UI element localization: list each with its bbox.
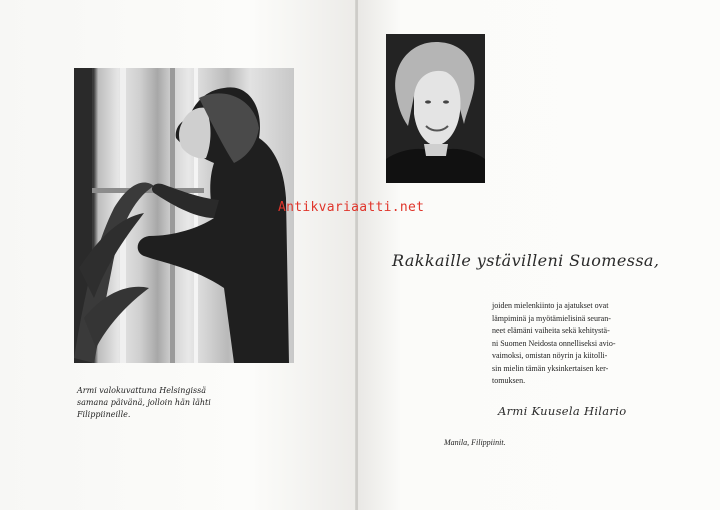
body-line: lämpiminä ja myötämielisinä seuran- xyxy=(492,313,611,323)
portrait-eye xyxy=(443,100,449,103)
caption-line: Filippiineille. xyxy=(77,410,131,419)
body-line: joiden mielenkiinto ja ajatukset ovat xyxy=(492,301,609,310)
dedication-body xyxy=(492,300,662,388)
portrait-neck xyxy=(424,144,448,156)
body-line: neet elämäni vaiheita sekä kehitystä- xyxy=(492,326,610,335)
left-page xyxy=(0,0,358,510)
body-line: ni Suomen Neidosta onnelliseksi avio- xyxy=(492,338,616,348)
watermark: Antikvariaatti.net xyxy=(278,200,425,215)
photo-window-scene xyxy=(74,68,294,363)
portrait-image xyxy=(386,34,485,183)
dedication-heading: Rakkaille ystävilleni Suomessa, xyxy=(392,251,660,270)
window-mullion xyxy=(170,68,175,363)
photo-woman-at-window xyxy=(74,68,294,363)
body-line: vaimoksi, omistan nöyrin ja kiitolli- xyxy=(492,351,608,360)
caption-line: samana päivänä, jolloin hän lähti xyxy=(77,398,211,407)
woman-face xyxy=(179,108,211,159)
place-line: Manila, Filippiinit. xyxy=(444,438,506,447)
portrait-eye xyxy=(425,100,431,103)
body-line: sin mielin tämän yksinkertaisen ker- xyxy=(492,363,609,373)
photo-caption xyxy=(77,385,257,421)
woman-figure xyxy=(138,87,289,363)
portrait-photo xyxy=(386,34,485,183)
signature: Armi Kuusela Hilario xyxy=(498,404,627,418)
caption-line: Armi valokuvattuna Helsingissä xyxy=(77,386,207,395)
body-line: tomuksen. xyxy=(492,376,526,385)
